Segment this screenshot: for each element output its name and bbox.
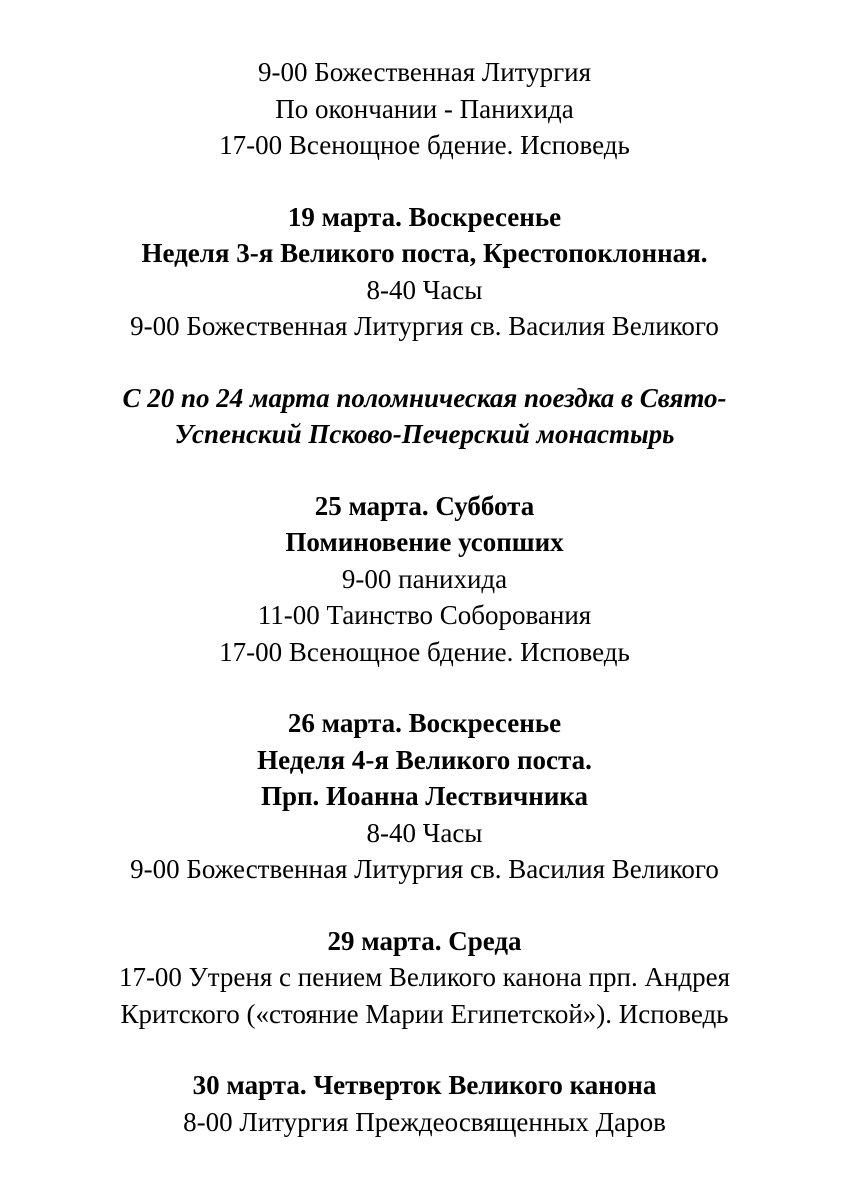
- spacer: [0, 1032, 849, 1067]
- spacer: [0, 345, 849, 380]
- schedule-block-march-19: [0, 199, 849, 345]
- spacer: [0, 670, 849, 705]
- schedule-line: 9-00 Божественная Литургия: [257, 57, 592, 87]
- schedule-line: 8-40 Часы: [366, 274, 483, 305]
- schedule-block-march-25: [0, 488, 849, 671]
- schedule-line: 8-40 Часы: [366, 817, 483, 848]
- pilgrimage-announcement: [0, 380, 849, 453]
- feast-heading: Поминовение усопших: [285, 527, 564, 557]
- schedule-line: 9-00 Божественная Литургия св. Василия Великого: [130, 311, 719, 341]
- spacer: [0, 453, 849, 488]
- schedule-block-continued: [0, 54, 849, 164]
- schedule-line: По окончании - Панихида: [275, 93, 574, 124]
- schedule-line: 17-00 Всенощное бдение. Исповедь: [219, 130, 630, 160]
- schedule-line: 11-00 Таинство Соборования: [257, 600, 592, 630]
- announcement-line: Успенский Псково-Печерский монастырь: [174, 419, 675, 449]
- schedule-block-march-26: [0, 705, 849, 888]
- feast-heading: Неделя 4-я Великого поста.: [257, 744, 592, 775]
- schedule-line: 8-00 Литургия Преждеосвященных Даров: [183, 1106, 666, 1137]
- schedule-line: 17-00 Утреня с пением Великого канона прп. Андрея: [118, 962, 731, 992]
- schedule-line: Критского («стояние Марии Египетской»). Исповедь: [120, 998, 729, 1029]
- schedule-line: 17-00 Всенощное бдение. Исповедь: [219, 636, 630, 667]
- day-heading: 19 марта. Воскресенье: [287, 201, 562, 232]
- spacer: [0, 888, 849, 923]
- spacer: [0, 164, 849, 199]
- day-heading: 30 марта. Четверток Великого канона: [192, 1070, 657, 1100]
- schedule-line: 9-00 Божественная Литургия св. Василия Великого: [130, 854, 719, 884]
- day-heading: 25 марта. Суббота: [314, 490, 535, 521]
- day-heading: 26 марта. Воскресенье: [287, 708, 562, 738]
- day-heading: 29 марта. Среда: [327, 925, 522, 956]
- announcement-line: С 20 по 24 марта поломническая поездка в Свято-: [122, 382, 727, 413]
- saint-heading: Прп. Иоанна Лествичника: [260, 781, 589, 811]
- schedule-line: 9-00 панихида: [341, 563, 508, 594]
- feast-heading: Неделя 3-я Великого поста, Крестопоклонная.: [141, 238, 708, 268]
- schedule-block-march-30: [0, 1067, 849, 1140]
- schedule-block-march-29: [0, 923, 849, 1033]
